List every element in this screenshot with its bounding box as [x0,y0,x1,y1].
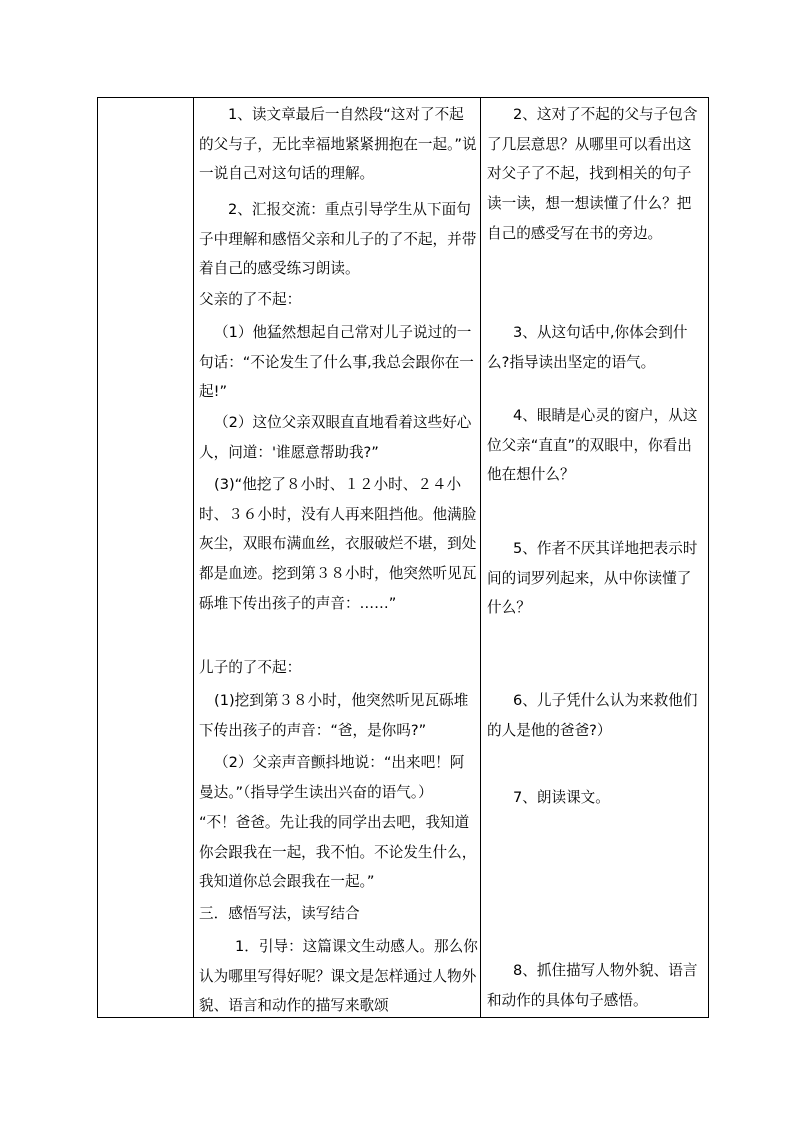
questions-cell [481,98,709,1017]
paragraph-3: 父亲的了不起： [199,291,302,308]
paragraph-7: 儿子的了不起： [199,659,302,676]
paragraph-2: 2、汇报交流：重点引导学生从下面句子中理解和感悟父亲和儿子的了不起，并带着自己的感受练习朗读。 [199,201,477,278]
question-5: 5、作者不厌其详地把表示时间的词罗列起来，从中你读懂了什么？ [487,540,698,617]
paragraph-12: 1．引导：这篇课文生动感人。那么你认为哪里写得好呢？课文是怎样通过人物外貌、语言和动作的描写来歌颂 [199,938,478,1015]
paragraph-6: (3)“他挖了８小时、１２小时、２４小时、３６小时，没有人再来阻挡他。他满脸灰尘，双眼布满血丝，衣服破烂不堪，到处都是血迹。挖到第３８小时，他突然听见瓦砾堆下传出孩子的声音：……” [199,476,477,612]
question-7: 7、朗读课文。 [513,789,610,806]
question-2: 2、这对了不起的父与子包含了几层意思？从哪里可以看出这对父子了不起，找到相关的句子读一读，想一想读懂了什么？把自己的感受写在书的旁边。 [487,106,698,242]
paragraph-1: 1、读文章最后一自然段“这对了不起的父与子，无比幸福地紧紧拥抱在一起。”说一说自己对这句话的理解。 [199,106,477,183]
left-column-cell [98,98,193,1017]
paragraph-10: “不！爸爸。先让我的同学出去吧，我知道你会跟我在一起，我不怕。不论发生什么，我知道你总会跟我在一起。” [199,814,477,891]
question-8: 8、抓住描写人物外貌、语言和动作的具体句子感悟。 [487,962,698,1009]
paragraph-8: (1)挖到第３８小时，他突然听见瓦砾堆下传出孩子的声音：“爸，是你吗?” [199,692,469,739]
question-3: 3、从这句话中,你体会到什么?指导读出坚定的语气。 [487,324,688,371]
question-6: 6、儿子凭什么认为来救他们的人是他的爸爸?） [487,692,698,739]
lesson-table [97,97,709,1018]
paragraph-4: （1）他猛然想起自己常对儿子说过的一句话：“不论发生了什么事,我总会跟你在一起!” [199,324,474,401]
question-4: 4、眼睛是心灵的窗户，从这位父亲“直直”的双眼中，你看出他在想什么？ [487,407,698,484]
paragraph-9: （2）父亲声音颤抖地说：“出来吧！阿曼达。”（指导学生读出兴奋的语气。） [199,754,465,801]
paragraph-5: （2）这位父亲双眼直直地看着这些好心人，问道：'谁愿意帮助我?” [199,414,472,461]
paragraph-11: 三．感悟写法，读写结合 [199,905,360,922]
teaching-process-cell [194,98,481,1017]
